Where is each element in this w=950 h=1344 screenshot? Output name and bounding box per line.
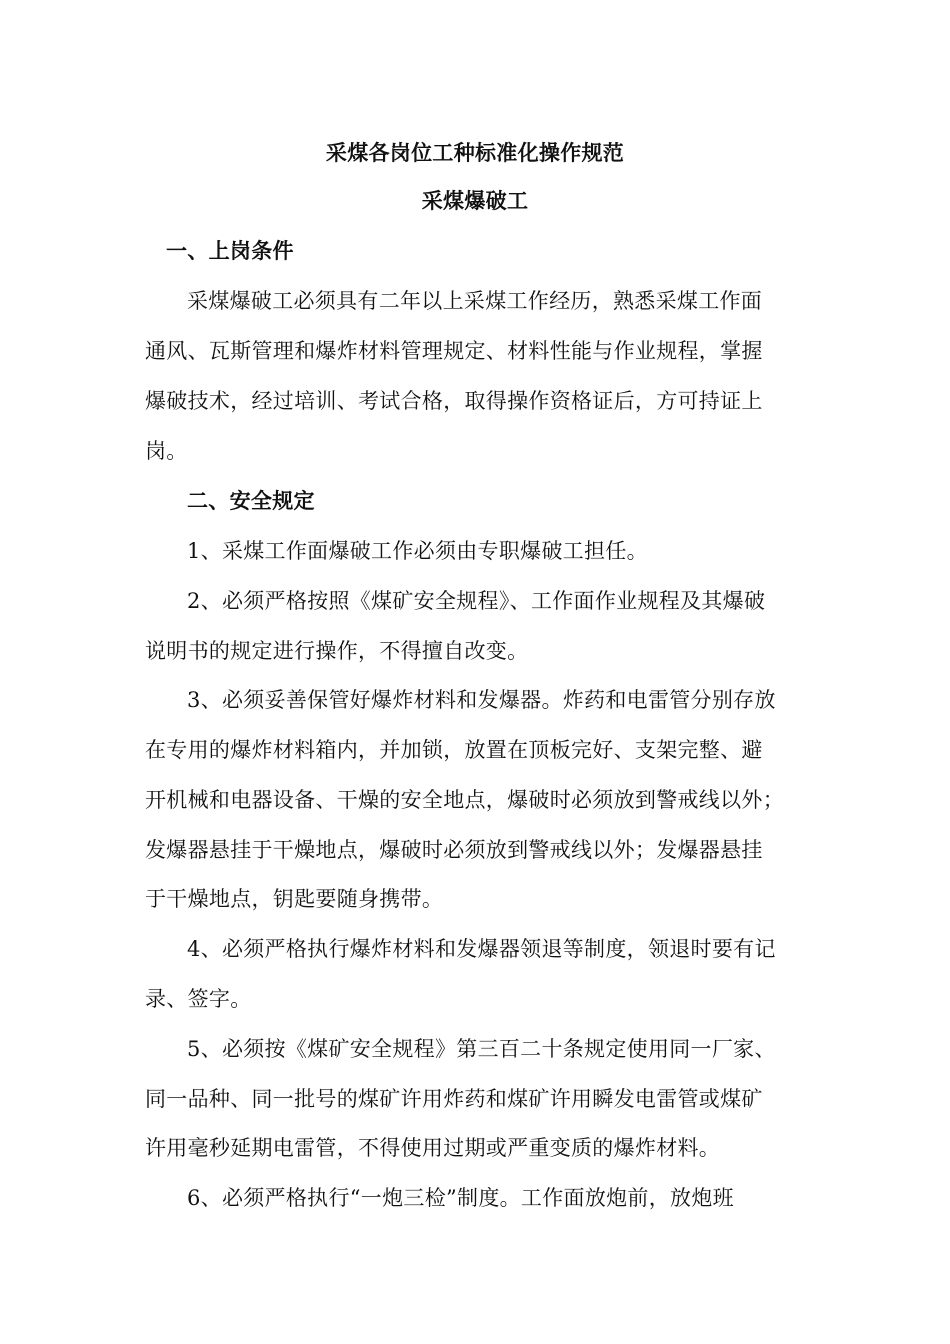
paragraph-line: 发爆器悬挂于干燥地点，爆破时必须放到警戒线以外；发爆器悬挂 [145,838,763,862]
section-heading-qualifications: 一、上岗条件 [166,238,294,263]
paragraph-line: 6、必须严格执行“一炮三检”制度。工作面放炮前，放炮班 [187,1186,734,1210]
paragraph-line: 于干燥地点，钥匙要随身携带。 [145,887,444,911]
paragraph-line: 在专用的爆炸材料箱内，并加锁，放置在顶板完好、支架完整、避 [145,738,763,762]
paragraph-line: 开机械和电器设备、干燥的安全地点，爆破时必须放到警戒线以外； [145,788,784,812]
paragraph-line: 5、必须按《煤矿安全规程》第三百二十条规定使用同一厂家、 [187,1037,776,1061]
section-heading-safety: 二、安全规定 [187,488,315,513]
paragraph-line: 说明书的规定进行操作，不得擅自改变。 [145,639,529,663]
paragraph-line: 3、必须妥善保管好爆炸材料和发爆器。炸药和电雷管分别存放 [187,688,776,712]
document-title: 采煤各岗位工种标准化操作规范 [325,140,625,165]
paragraph-line: 1、采煤工作面爆破工作必须由专职爆破工担任。 [187,539,648,563]
paragraph-line: 4、必须严格执行爆炸材料和发爆器领退等制度，领退时要有记 [187,937,776,961]
paragraph-line: 爆破技术，经过培训、考试合格，取得操作资格证后，方可持证上 [145,389,763,413]
paragraph-line: 采煤爆破工必须具有二年以上采煤工作经历，熟悉采煤工作面 [187,289,763,313]
paragraph-line: 2、必须严格按照《煤矿安全规程》、工作面作业规程及其爆破 [187,589,766,613]
paragraph-line: 岗。 [145,439,188,463]
paragraph-line: 录、签字。 [145,987,252,1011]
paragraph-line: 许用毫秒延期电雷管，不得使用过期或严重变质的爆炸材料。 [145,1136,721,1160]
paragraph-line: 同一品种、同一批号的煤矿许用炸药和煤矿许用瞬发电雷管或煤矿 [145,1087,763,1111]
document-subtitle: 采煤爆破工 [421,188,529,213]
paragraph-line: 通风、瓦斯管理和爆炸材料管理规定、材料性能与作业规程，掌握 [145,339,763,363]
